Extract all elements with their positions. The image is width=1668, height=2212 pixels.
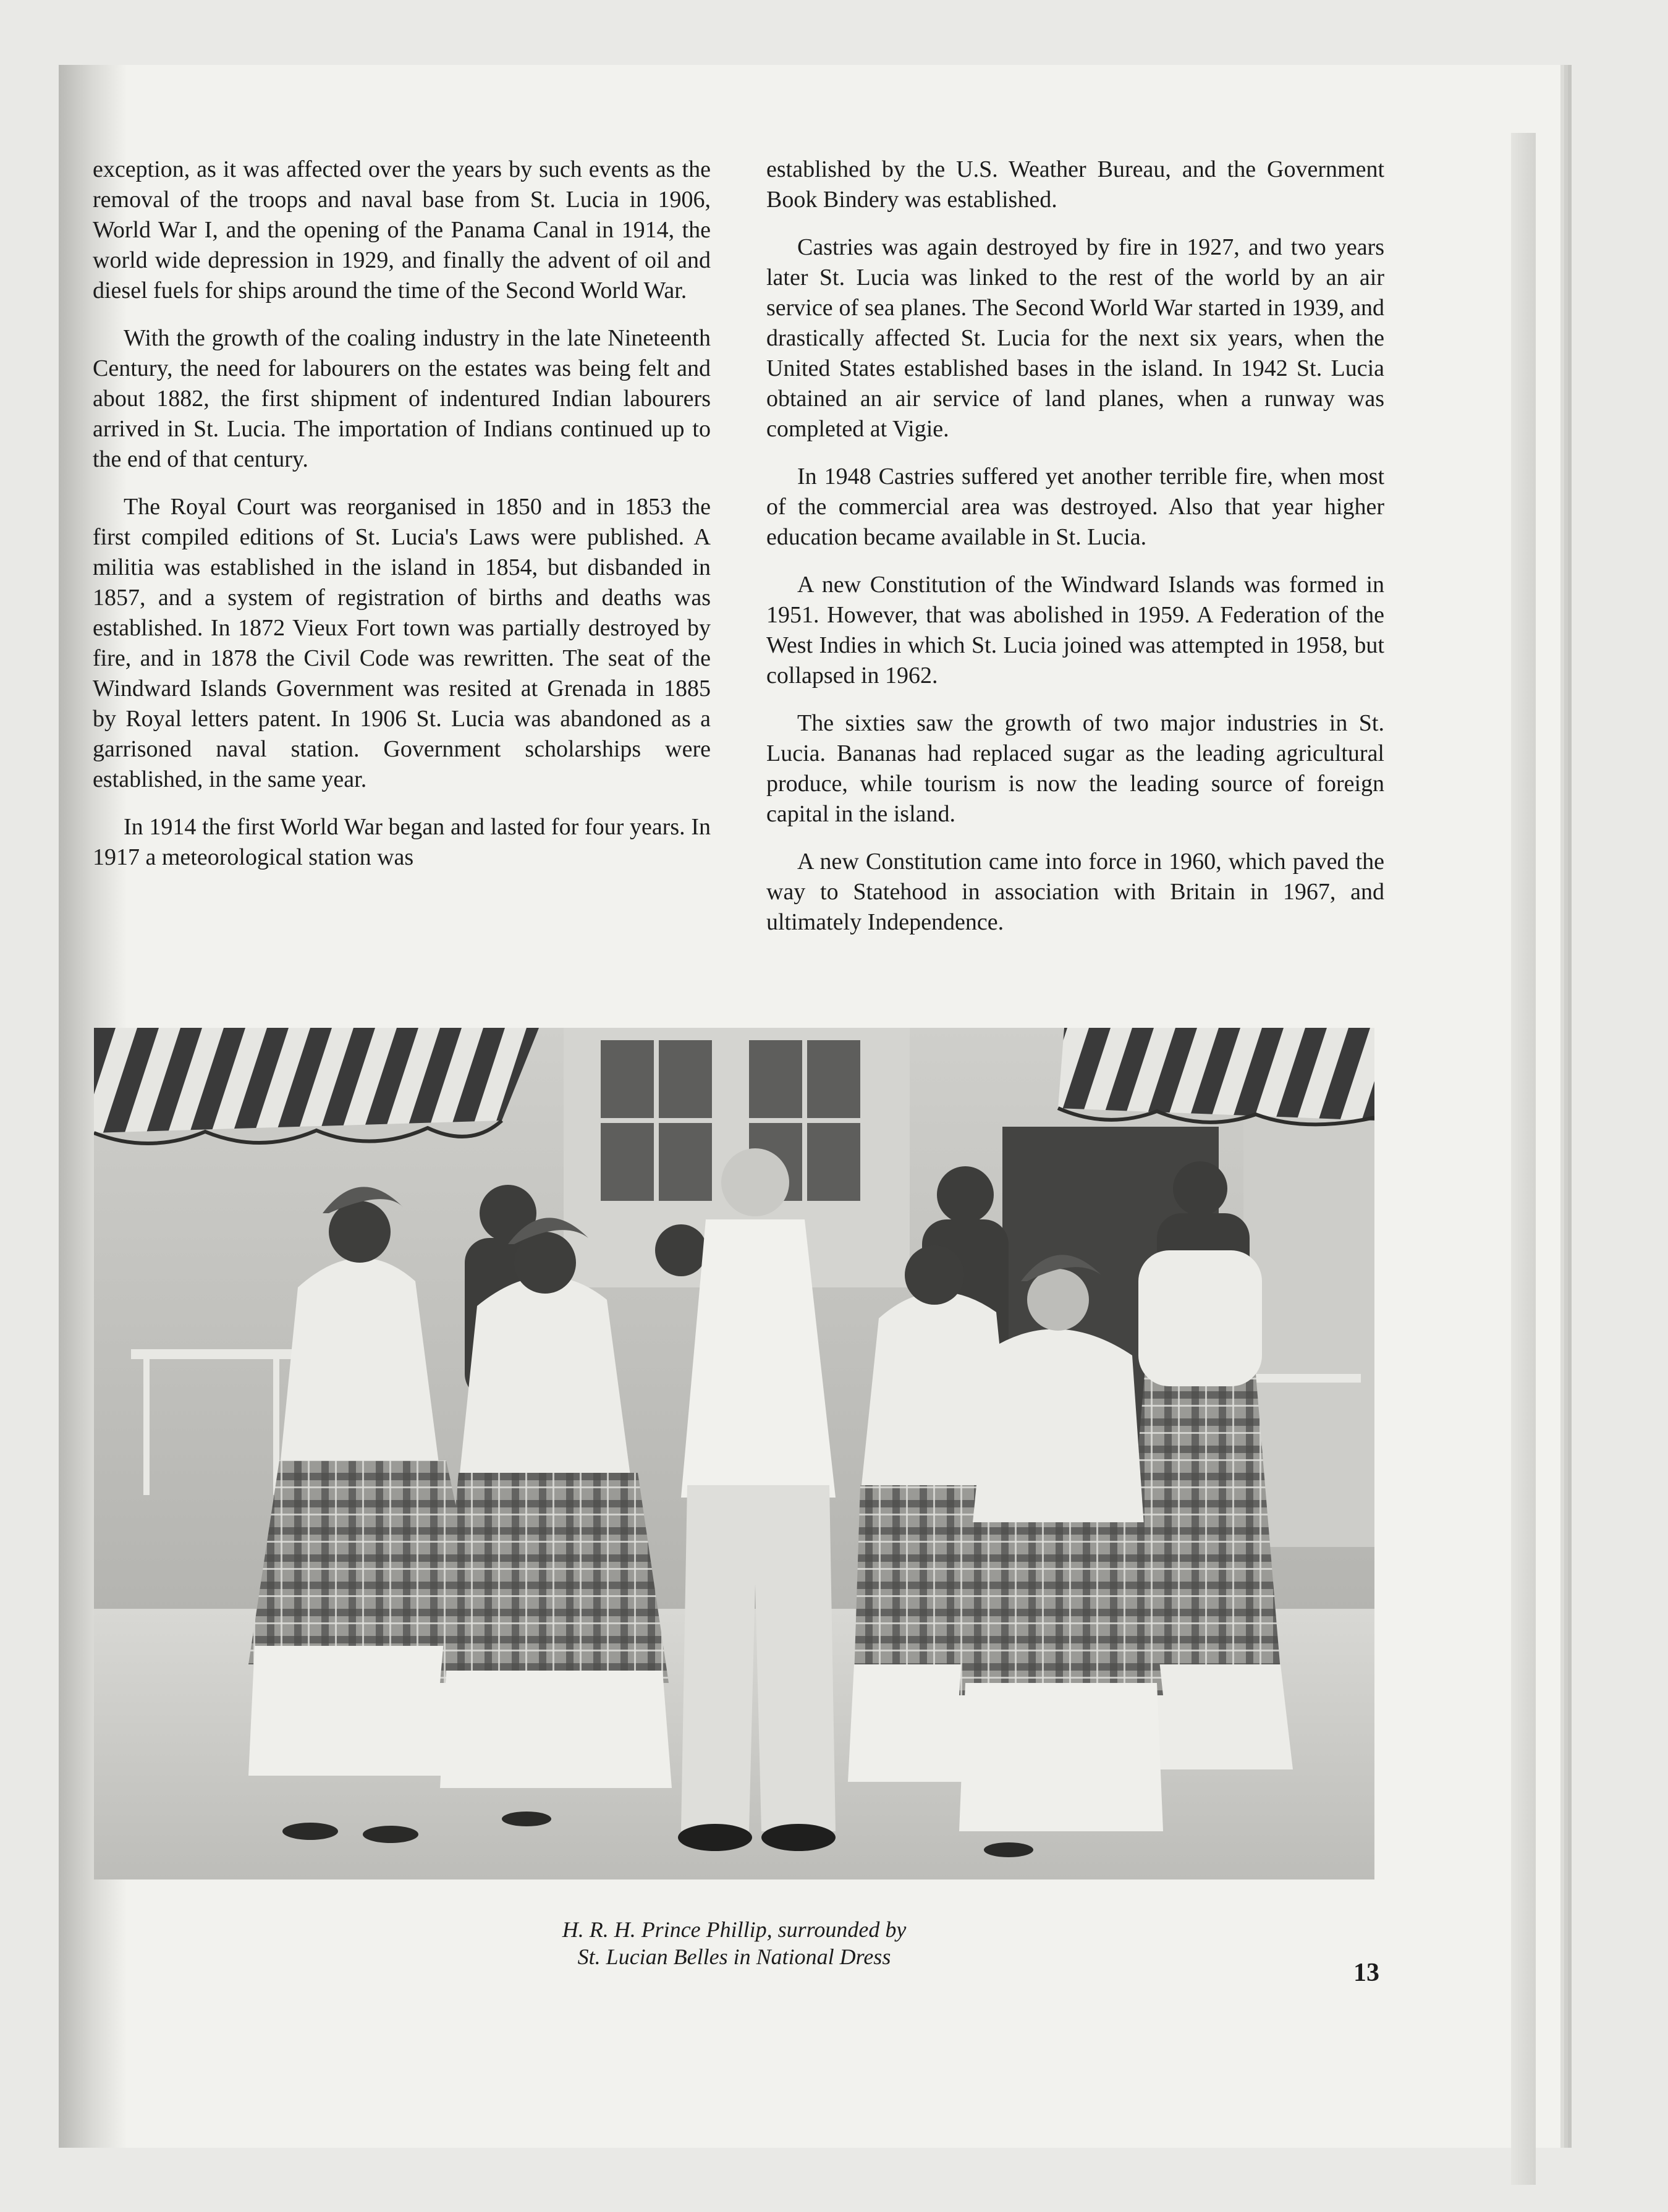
paragraph: The Royal Court was reorganised in 1850 and in 1853 the first compiled editions of St. Lucia's Laws were published. A militia was established in the island in 1854, but disbanded in 1857, and a system of registration of births and deaths was established. In 1872 Vieux Fort town was partially destroyed by fire, and in 1878 the Civil Code was rewritten. The seat of the Windward Islands Government was resited at Grenada in 1885 by Royal letters patent. In 1906 St. Lucia was abandoned as a garrisoned naval station. Government scholarships were established, in the same year. xyxy=(93,494,711,792)
paragraph: With the growth of the coaling industry in the late Nineteenth Century, the need for labourers on the estates was being felt and about 1882, the first shipment of indentured Indian labourers arrived in St. Lucia. The importation of Indians continued up to the end of that century. xyxy=(93,325,711,472)
paragraph: exception, as it was affected over the years by such events as the removal of the troops and naval base from St. Lucia in 1906, World War I, and the opening of the Panama Canal in 1914, the world wide depression in 1929, and finally the advent of oil and diesel fuels for ships around the time of the Second World War. xyxy=(93,156,711,303)
page-edge xyxy=(1511,133,1536,2185)
paragraph: Castries was again destroyed by fire in 1927, and two years later St. Lucia was linked to the rest of the world by an air service of sea planes. The Second World War started in 1939, and drastically affected St. Lucia for the next six years, when the United States established bases in the island. In 1942 St. Lucia obtained an air service of land planes, when a runway was completed at Vigie. xyxy=(766,234,1384,442)
photo-illustration xyxy=(94,1028,1374,1879)
paragraph: In 1948 Castries suffered yet another terrible fire, when most of the commercial area was destroyed. Also that year higher education became available in St. Lucia. xyxy=(766,464,1384,550)
left-column xyxy=(93,155,711,890)
paragraph: A new Constitution of the Windward Islands was formed in 1951. However, that was abolished in 1959. A Federation of the West Indies in which St. Lucia joined was attempted in 1958, but collapsed in 1962. xyxy=(766,572,1384,689)
photo-caption xyxy=(94,1916,1374,1970)
paragraph: A new Constitution came into force in 1960, which paved the way to Statehood in association with Britain in 1967, and ultimately Independence. xyxy=(766,849,1384,935)
caption-line: St. Lucian Belles in National Dress xyxy=(577,1944,891,1969)
group-photograph xyxy=(94,1028,1374,1879)
right-column xyxy=(766,155,1384,955)
caption-line: H. R. H. Prince Phillip, surrounded by xyxy=(562,1917,907,1942)
paragraph: The sixties saw the growth of two major industries in St. Lucia. Bananas had replaced sugar as the leading agricultural produce, while tourism is now the leading source of foreign capital in the island. xyxy=(766,710,1384,827)
paragraph: In 1914 the first World War began and lasted for four years. In 1917 a meteorological station was xyxy=(93,814,711,870)
paragraph: established by the U.S. Weather Bureau, and the Government Book Bindery was established. xyxy=(766,156,1384,213)
page-number: 13 xyxy=(1353,1959,1379,1987)
